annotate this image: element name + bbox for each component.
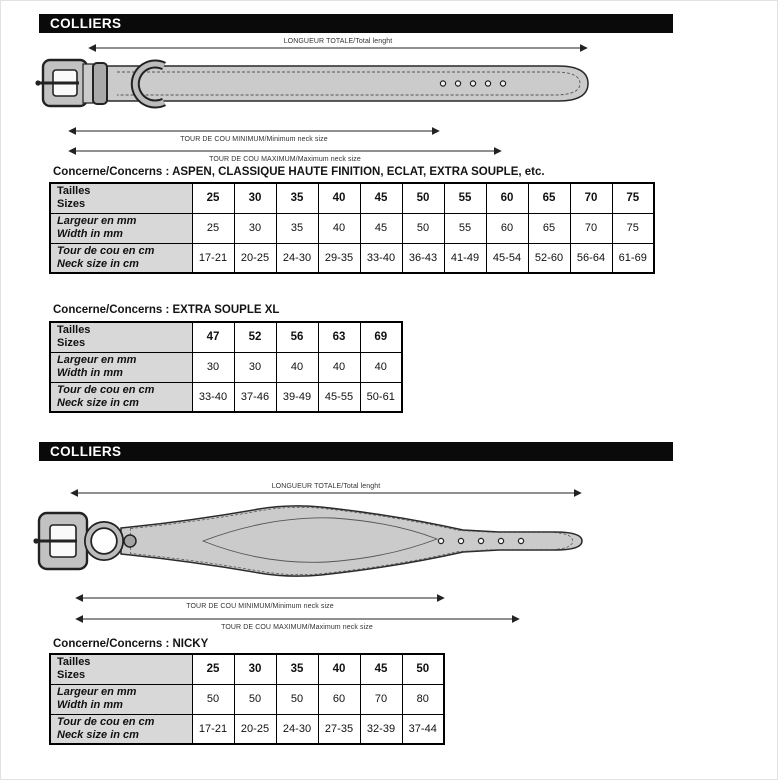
min-neck-label: TOUR DE COU MINIMUM/Minimum neck size: [180, 136, 328, 143]
collar-strap: [107, 66, 588, 101]
value-cell: 50: [234, 684, 276, 714]
row-label: Largeur en mm Width in mm: [50, 684, 192, 714]
section-header-bar: [39, 14, 673, 33]
value-cell: 39-49: [276, 382, 318, 412]
value-cell: 33-40: [360, 243, 402, 273]
strap-fold: [83, 64, 93, 103]
row-label: Tailles Sizes: [50, 654, 192, 684]
value-cell: 27-35: [318, 714, 360, 744]
total-length-label: LONGUEUR TOTALE/Total lenght: [283, 38, 393, 45]
value-cell: 30: [192, 352, 234, 382]
size-cell: 40: [318, 654, 360, 684]
value-cell: 55: [444, 213, 486, 243]
table-row: [50, 243, 654, 273]
size-table-grid: [49, 653, 445, 745]
size-cell: 40: [318, 183, 360, 213]
size-cell: 45: [360, 183, 402, 213]
row-label: Largeur en mm Width in mm: [50, 213, 192, 243]
value-cell: 35: [276, 213, 318, 243]
size-cell: 75: [612, 183, 654, 213]
value-cell: 25: [192, 213, 234, 243]
belt-hole: [458, 538, 463, 543]
size-cell: 30: [234, 654, 276, 684]
table-row: [50, 654, 444, 684]
value-cell: 17-21: [192, 243, 234, 273]
table-row: [50, 213, 654, 243]
table-row: [50, 684, 444, 714]
value-cell: 33-40: [192, 382, 234, 412]
row-label: Largeur en mm Width in mm: [50, 352, 192, 382]
value-cell: 75: [612, 213, 654, 243]
value-cell: 20-25: [234, 714, 276, 744]
greyhound-collar-diagram: [31, 471, 651, 637]
value-cell: 61-69: [612, 243, 654, 273]
rivet-stud: [124, 535, 136, 547]
value-cell: 29-35: [318, 243, 360, 273]
value-cell: 50: [402, 213, 444, 243]
prong-hinge: [35, 80, 40, 85]
value-cell: 41-49: [444, 243, 486, 273]
prong-hinge: [33, 538, 38, 543]
value-cell: 40: [360, 352, 402, 382]
size-table-grid: [49, 182, 655, 274]
size-cell: 63: [318, 322, 360, 352]
value-cell: 40: [276, 352, 318, 382]
max-neck-label: TOUR DE COU MAXIMUM/Maximum neck size: [209, 156, 361, 163]
size-table: [49, 321, 403, 413]
value-cell: 45: [360, 213, 402, 243]
belt-hole: [440, 81, 445, 86]
size-cell: 56: [276, 322, 318, 352]
value-cell: 50-61: [360, 382, 402, 412]
value-cell: 70: [360, 684, 402, 714]
row-label: Tour de cou en cm Neck size in cm: [50, 382, 192, 412]
value-cell: 60: [486, 213, 528, 243]
value-cell: 52-60: [528, 243, 570, 273]
value-cell: 24-30: [276, 243, 318, 273]
size-cell: 47: [192, 322, 234, 352]
size-table-grid: [49, 321, 403, 413]
value-cell: 36-43: [402, 243, 444, 273]
value-cell: 80: [402, 684, 444, 714]
value-cell: 40: [318, 213, 360, 243]
table-row: [50, 183, 654, 213]
size-cell: 25: [192, 183, 234, 213]
size-cell: 30: [234, 183, 276, 213]
belt-hole: [438, 538, 443, 543]
value-cell: 60: [318, 684, 360, 714]
keeper-loop: [93, 63, 107, 104]
value-cell: 30: [234, 352, 276, 382]
row-label: Tour de cou en cm Neck size in cm: [50, 243, 192, 273]
size-table: [49, 182, 655, 274]
flat-collar-diagram: [31, 34, 651, 166]
size-cell: 55: [444, 183, 486, 213]
value-cell: 50: [276, 684, 318, 714]
belt-hole: [485, 81, 490, 86]
value-cell: 40: [318, 352, 360, 382]
row-label: Tailles Sizes: [50, 322, 192, 352]
size-cell: 70: [570, 183, 612, 213]
concerns-line: Concerne/Concerns : NICKY: [53, 638, 209, 650]
value-cell: 65: [528, 213, 570, 243]
size-cell: 35: [276, 183, 318, 213]
belt-hole: [478, 538, 483, 543]
size-cell: 69: [360, 322, 402, 352]
size-cell: 50: [402, 183, 444, 213]
value-cell: 50: [192, 684, 234, 714]
belt-hole: [455, 81, 460, 86]
belt-hole: [498, 538, 503, 543]
total-length-label: LONGUEUR TOTALE/Total lenght: [271, 483, 381, 490]
value-cell: 32-39: [360, 714, 402, 744]
belt-hole: [518, 538, 523, 543]
size-cell: 60: [486, 183, 528, 213]
value-cell: 37-46: [234, 382, 276, 412]
size-cell: 65: [528, 183, 570, 213]
size-cell: 25: [192, 654, 234, 684]
table-row: [50, 352, 402, 382]
collar-body: [121, 506, 582, 576]
row-label: Tour de cou en cm Neck size in cm: [50, 714, 192, 744]
section-title: COLLIERS: [50, 16, 122, 31]
value-cell: 45-54: [486, 243, 528, 273]
section-title: COLLIERS: [50, 444, 122, 459]
size-cell: 52: [234, 322, 276, 352]
table-row: [50, 322, 402, 352]
concerns-line: Concerne/Concerns : EXTRA SOUPLE XL: [53, 304, 280, 316]
belt-hole: [500, 81, 505, 86]
value-cell: 20-25: [234, 243, 276, 273]
size-cell: 35: [276, 654, 318, 684]
value-cell: 37-44: [402, 714, 444, 744]
max-neck-label: TOUR DE COU MAXIMUM/Maximum neck size: [221, 624, 373, 631]
ring: [88, 525, 120, 557]
value-cell: 24-30: [276, 714, 318, 744]
value-cell: 30: [234, 213, 276, 243]
value-cell: 70: [570, 213, 612, 243]
size-table: [49, 653, 445, 745]
value-cell: 45-55: [318, 382, 360, 412]
section-header-bar: [39, 442, 673, 461]
concerns-line: Concerne/Concerns : ASPEN, CLASSIQUE HAUTE FINITION, ECLAT, EXTRA SOUPLE, etc.: [53, 166, 545, 178]
value-cell: 17-21: [192, 714, 234, 744]
value-cell: 56-64: [570, 243, 612, 273]
min-neck-label: TOUR DE COU MINIMUM/Minimum neck size: [186, 603, 334, 610]
belt-hole: [470, 81, 475, 86]
size-cell: 50: [402, 654, 444, 684]
table-row: [50, 382, 402, 412]
row-label: Tailles Sizes: [50, 183, 192, 213]
table-row: [50, 714, 444, 744]
size-cell: 45: [360, 654, 402, 684]
